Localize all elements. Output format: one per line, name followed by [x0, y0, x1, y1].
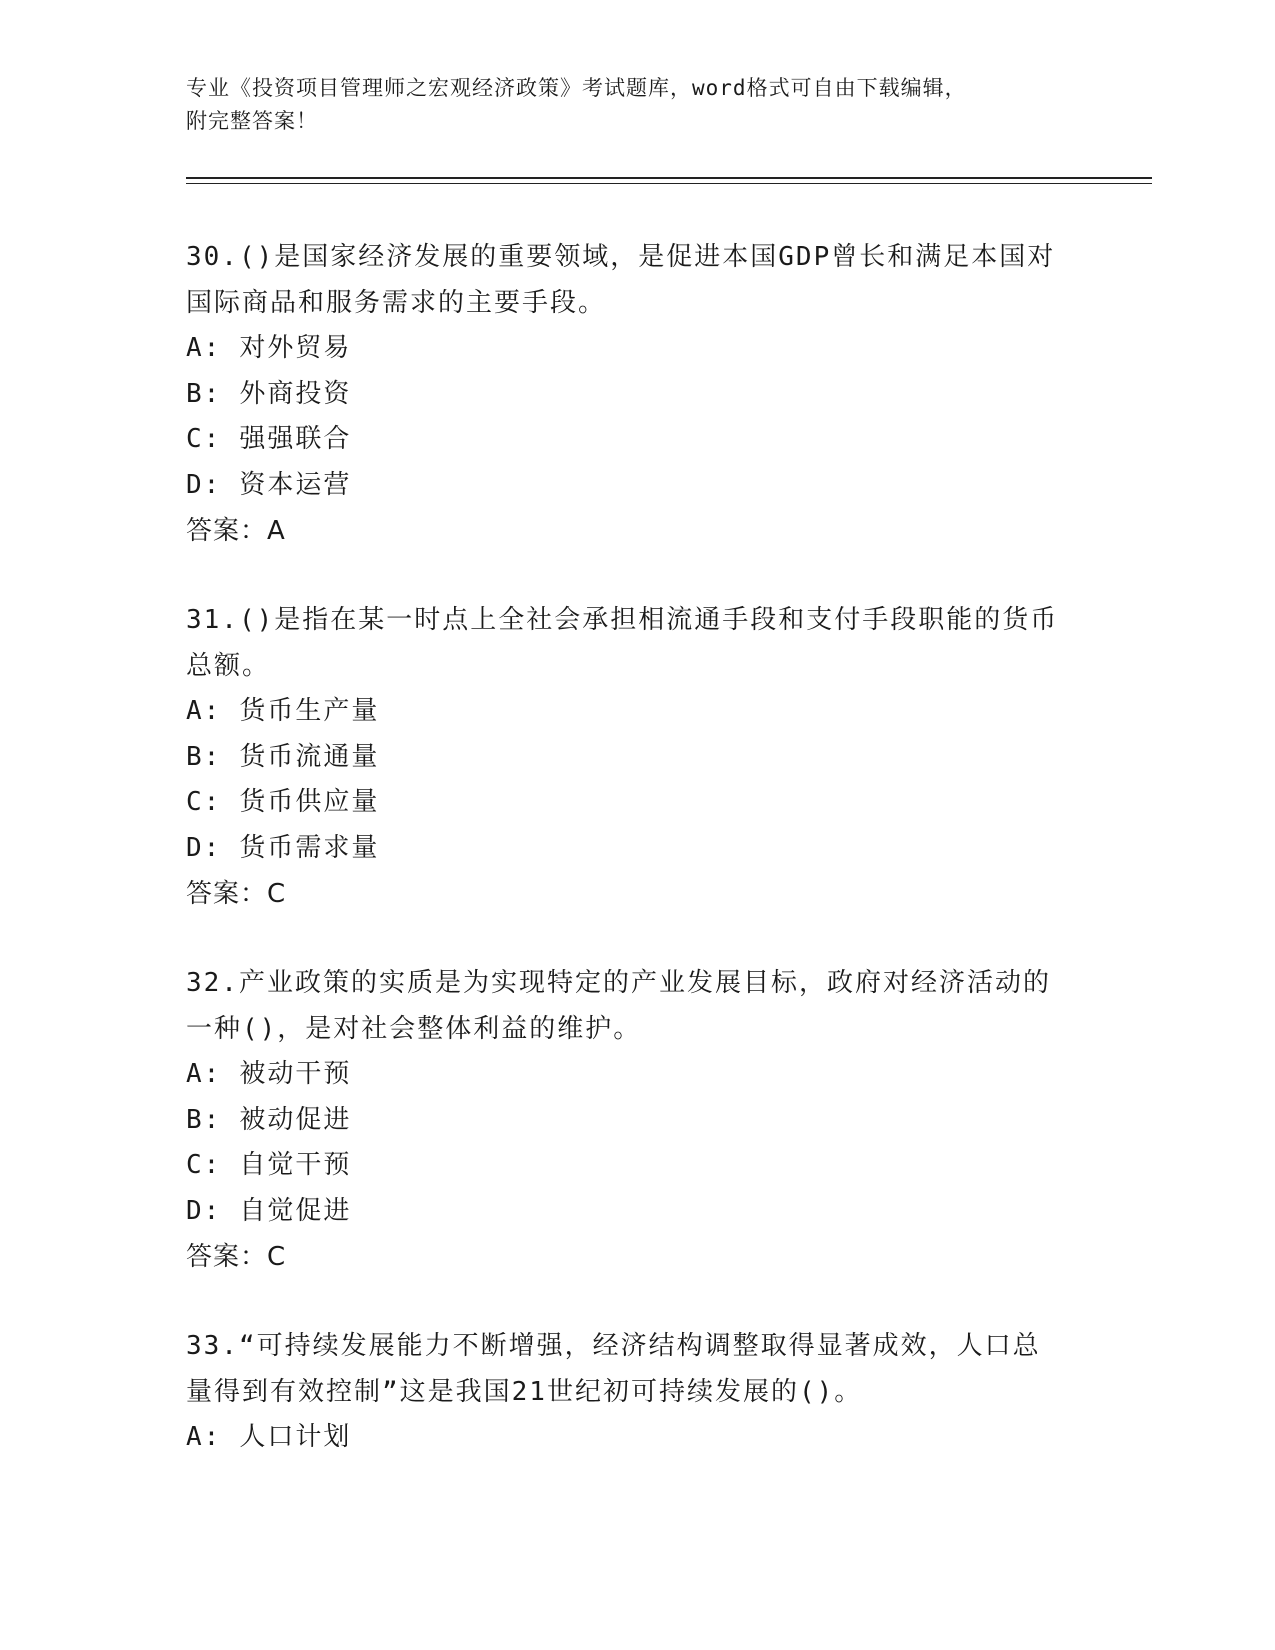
question-text-line: 量得到有效控制”这是我国21世纪初可持续发展的()。	[186, 1377, 863, 1407]
option-text: 被动促进	[239, 1104, 352, 1135]
option-c	[186, 1143, 1086, 1189]
question-text-line: 国际商品和服务需求的主要手段。	[186, 288, 607, 318]
question-text-line: 一种()，是对社会整体利益的维护。	[186, 1014, 642, 1044]
question-30	[186, 234, 1086, 554]
option-letter: A:	[186, 1059, 222, 1089]
question-text-line: 31.()是指在某一时点上全社会承担相流通手段和支付手段职能的货币	[186, 605, 1059, 635]
option-d	[186, 826, 1086, 872]
option-text: 货币流通量	[239, 741, 380, 772]
option-letter: B:	[186, 741, 222, 772]
option-text: 外商投资	[239, 378, 352, 409]
answer-label: 答案：A	[186, 516, 286, 546]
header-line-1: 专业《投资项目管理师之宏观经济政策》考试题库，word格式可自由下载编辑，	[186, 76, 967, 100]
option-text: 货币供应量	[239, 787, 380, 817]
option-letter: B:	[186, 1104, 222, 1135]
question-33	[186, 1323, 1086, 1461]
option-a	[186, 1415, 1086, 1461]
question-text-line: 32.产业政策的实质是为实现特定的产业发展目标，政府对经济活动的	[186, 968, 1051, 998]
option-text: 人口计划	[239, 1422, 352, 1452]
option-letter: D:	[186, 1195, 222, 1226]
option-d	[186, 463, 1086, 509]
header-divider-thick	[186, 177, 1152, 179]
option-text: 被动干预	[239, 1059, 352, 1089]
option-d	[186, 1189, 1086, 1235]
question-text-line: 33.“可持续发展能力不断增强，经济结构调整取得显著成效，人口总	[186, 1331, 1041, 1361]
question-text-line: 30.()是国家经济发展的重要领域，是促进本国GDP曾长和满足本国对	[186, 242, 1056, 272]
option-text: 自觉干预	[239, 1150, 352, 1180]
option-b	[186, 1098, 1086, 1144]
question-31	[186, 597, 1086, 917]
option-letter: D:	[186, 832, 222, 863]
option-letter: A:	[186, 1422, 222, 1452]
option-letter: C:	[186, 1150, 222, 1180]
option-a	[186, 326, 1086, 372]
document-header	[186, 72, 1066, 138]
option-text: 对外贸易	[239, 333, 352, 363]
option-text: 资本运营	[239, 469, 352, 500]
answer-label: 答案：C	[186, 1242, 287, 1272]
header-divider-thin	[186, 183, 1152, 184]
option-letter: D:	[186, 469, 222, 500]
option-text: 自觉促进	[239, 1195, 352, 1226]
option-b	[186, 735, 1086, 781]
question-32	[186, 960, 1086, 1280]
option-c	[186, 780, 1086, 826]
option-a	[186, 1052, 1086, 1098]
option-a	[186, 689, 1086, 735]
option-text: 货币需求量	[239, 832, 380, 863]
header-line-2: 附完整答案！	[186, 109, 318, 133]
option-letter: B:	[186, 378, 222, 409]
answer-label: 答案：C	[186, 879, 287, 909]
option-text: 货币生产量	[239, 696, 380, 726]
option-b	[186, 372, 1086, 418]
option-letter: A:	[186, 333, 222, 363]
option-letter: C:	[186, 424, 222, 454]
option-letter: C:	[186, 787, 222, 817]
option-letter: A:	[186, 696, 222, 726]
question-text-line: 总额。	[186, 651, 271, 681]
option-text: 强强联合	[239, 424, 352, 454]
option-c	[186, 417, 1086, 463]
